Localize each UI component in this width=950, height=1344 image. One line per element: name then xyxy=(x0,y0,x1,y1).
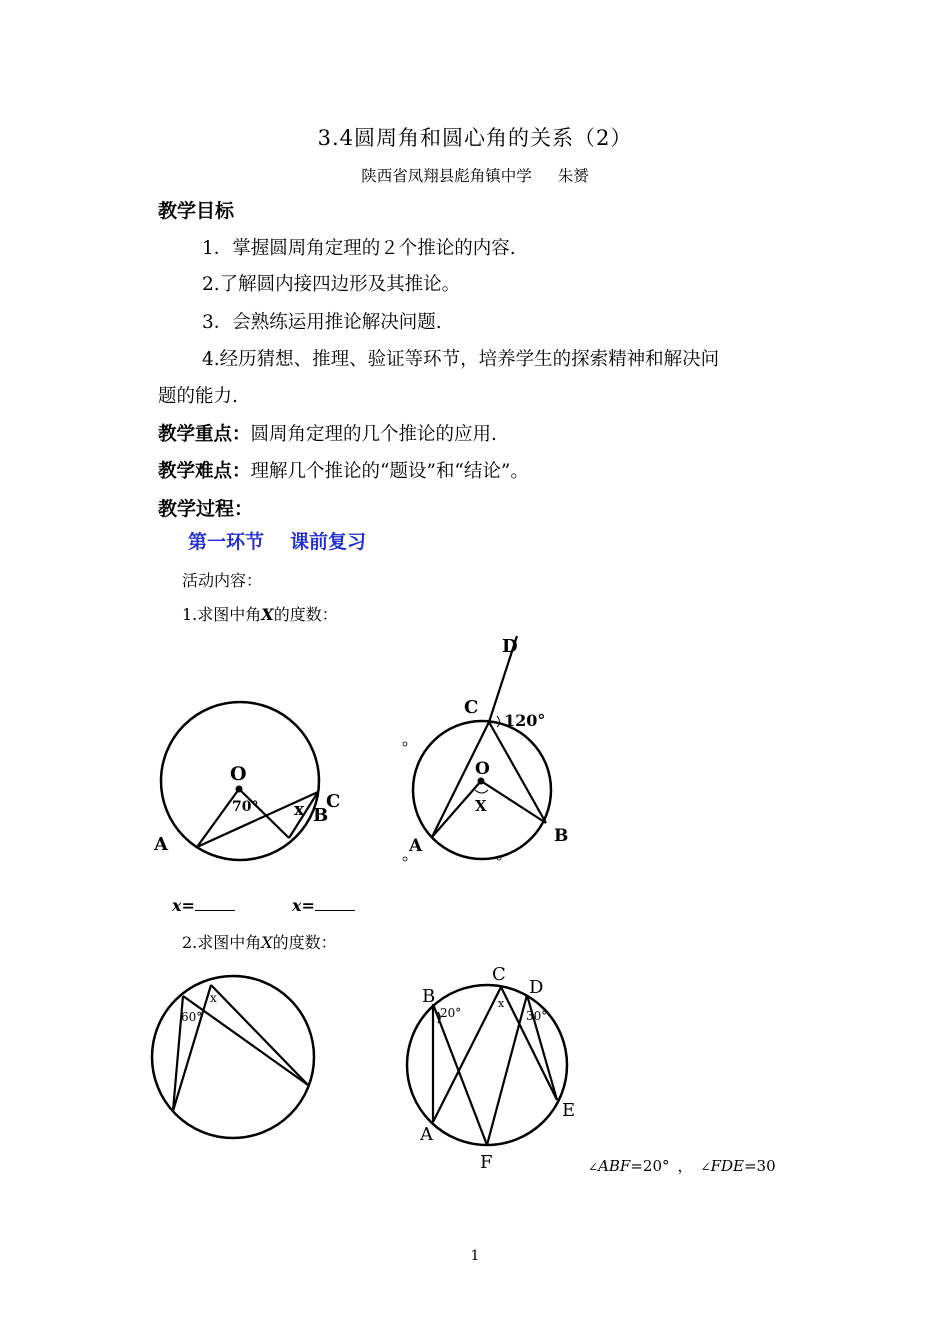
answer-1 xyxy=(172,896,235,915)
fig2-label-d: D xyxy=(502,636,518,657)
answer-1-blank[interactable] xyxy=(195,896,235,911)
figure-2 xyxy=(395,630,595,870)
goals-heading: 教学目标 xyxy=(158,200,235,222)
fig4-angle-1: 20° xyxy=(440,1006,462,1020)
q2-suffix: 的度数： xyxy=(272,933,337,952)
question-1 xyxy=(182,602,338,625)
fig2-chord xyxy=(481,781,546,823)
fig2-label-c: C xyxy=(464,697,479,718)
answer-2-eq: = xyxy=(301,896,315,915)
fig4-angle-2: 30° xyxy=(526,1009,548,1023)
q2-prefix: 2.求图中角 xyxy=(182,933,262,952)
q2-var: X xyxy=(261,933,273,952)
answer-1-eq: = xyxy=(181,896,195,915)
fig2-chord xyxy=(489,722,546,823)
fig4-label-e: E xyxy=(562,1100,576,1121)
fig4-label-x: x xyxy=(498,997,505,1010)
author-school: 陕西省凤翔县彪角镇中学 xyxy=(361,167,532,185)
fig2-label-b: B xyxy=(554,826,569,846)
fig1-label-a: A xyxy=(154,834,168,855)
fig1-angle: 70° xyxy=(232,799,259,815)
fig4-chord xyxy=(433,1004,487,1145)
fig3-chord xyxy=(211,985,308,1085)
process-heading: 教学过程： xyxy=(158,498,254,520)
goal-item-2: 2.了解圆内接四边形及其推论。 xyxy=(202,274,461,295)
fig2-label-a: A xyxy=(409,836,423,856)
answer-2 xyxy=(292,896,355,915)
fig4-label-f: F xyxy=(480,1152,493,1173)
figure-1 xyxy=(140,690,370,870)
author-name: 朱赟 xyxy=(557,167,589,185)
fig2-label-x: X xyxy=(475,797,487,815)
author-line xyxy=(0,164,950,186)
goal-item-4-cont: 题的能力. xyxy=(158,386,238,407)
answer-2-blank[interactable] xyxy=(315,896,355,911)
angle-abf-value: =20° xyxy=(630,1157,670,1175)
fig4-label-a: A xyxy=(420,1124,433,1145)
fig1-center xyxy=(236,786,243,793)
fig1-label-x: x xyxy=(294,800,305,820)
figure-3 xyxy=(140,968,330,1158)
keypoint-line xyxy=(158,420,497,446)
angle-fde-value: =30 xyxy=(743,1157,776,1175)
fig4-label-d: D xyxy=(529,977,544,998)
fig4-label-c: C xyxy=(492,964,506,985)
figure-4 xyxy=(400,962,600,1182)
q1-prefix: 1.求图中角 xyxy=(182,605,262,624)
section-name: 课前复习 xyxy=(290,531,367,553)
page-number: 1 xyxy=(470,1248,480,1264)
difficulty-label: 教学难点： xyxy=(158,461,251,482)
keypoint-label: 教学重点： xyxy=(158,424,251,445)
fig1-label-b: B xyxy=(313,805,329,826)
q1-suffix: 的度数： xyxy=(273,605,338,624)
fig2-handle xyxy=(403,857,407,861)
fig2-handle xyxy=(403,742,407,746)
difficulty-line xyxy=(158,457,529,483)
section-heading xyxy=(188,527,366,554)
goal-item-4: 4.经历猜想、推理、验证等环节，培养学生的探索精神和解决问 xyxy=(202,349,720,370)
answer-2-var: x xyxy=(292,896,302,915)
difficulty-text: 理解几个推论的“题设”和“结论”。 xyxy=(250,461,529,482)
fig3-circle xyxy=(152,976,314,1138)
goal-item-3: 3．会熟练运用推论解决问题. xyxy=(202,312,442,333)
q1-var: X xyxy=(261,605,274,624)
answer-1-var: x xyxy=(172,896,182,915)
goal-item-1: 1．掌握圆周角定理的２个推论的内容. xyxy=(202,238,516,259)
fig3-angle: 60° xyxy=(181,1010,203,1024)
fig3-label-x: x xyxy=(210,991,217,1005)
keypoint-text: 圆周角定理的几个推论的应用. xyxy=(250,424,497,445)
condition-separator: ， xyxy=(677,1157,693,1175)
angle-fde-name: FDE xyxy=(710,1157,744,1175)
activity-label: 活动内容： xyxy=(182,571,263,590)
fig2-angle: 120° xyxy=(504,711,546,730)
fig4-label-b: B xyxy=(422,986,436,1007)
fig4-chord xyxy=(487,995,527,1145)
page-title: 3.4圆周角和圆心角的关系（2） xyxy=(317,126,633,150)
fig1-label-o: O xyxy=(230,763,247,785)
angle-symbol: ∠ xyxy=(700,1160,711,1174)
fig2-circle xyxy=(413,721,551,859)
angle-symbol: ∠ xyxy=(588,1160,599,1174)
section-num: 第一环节 xyxy=(188,531,265,553)
angle-abf-name: ABF xyxy=(598,1157,631,1175)
question-2 xyxy=(182,930,337,953)
given-conditions xyxy=(588,1155,776,1176)
fig2-label-o: O xyxy=(475,759,490,779)
fig1-label-c: C xyxy=(326,791,341,812)
fig2-angle-arc xyxy=(475,790,488,793)
